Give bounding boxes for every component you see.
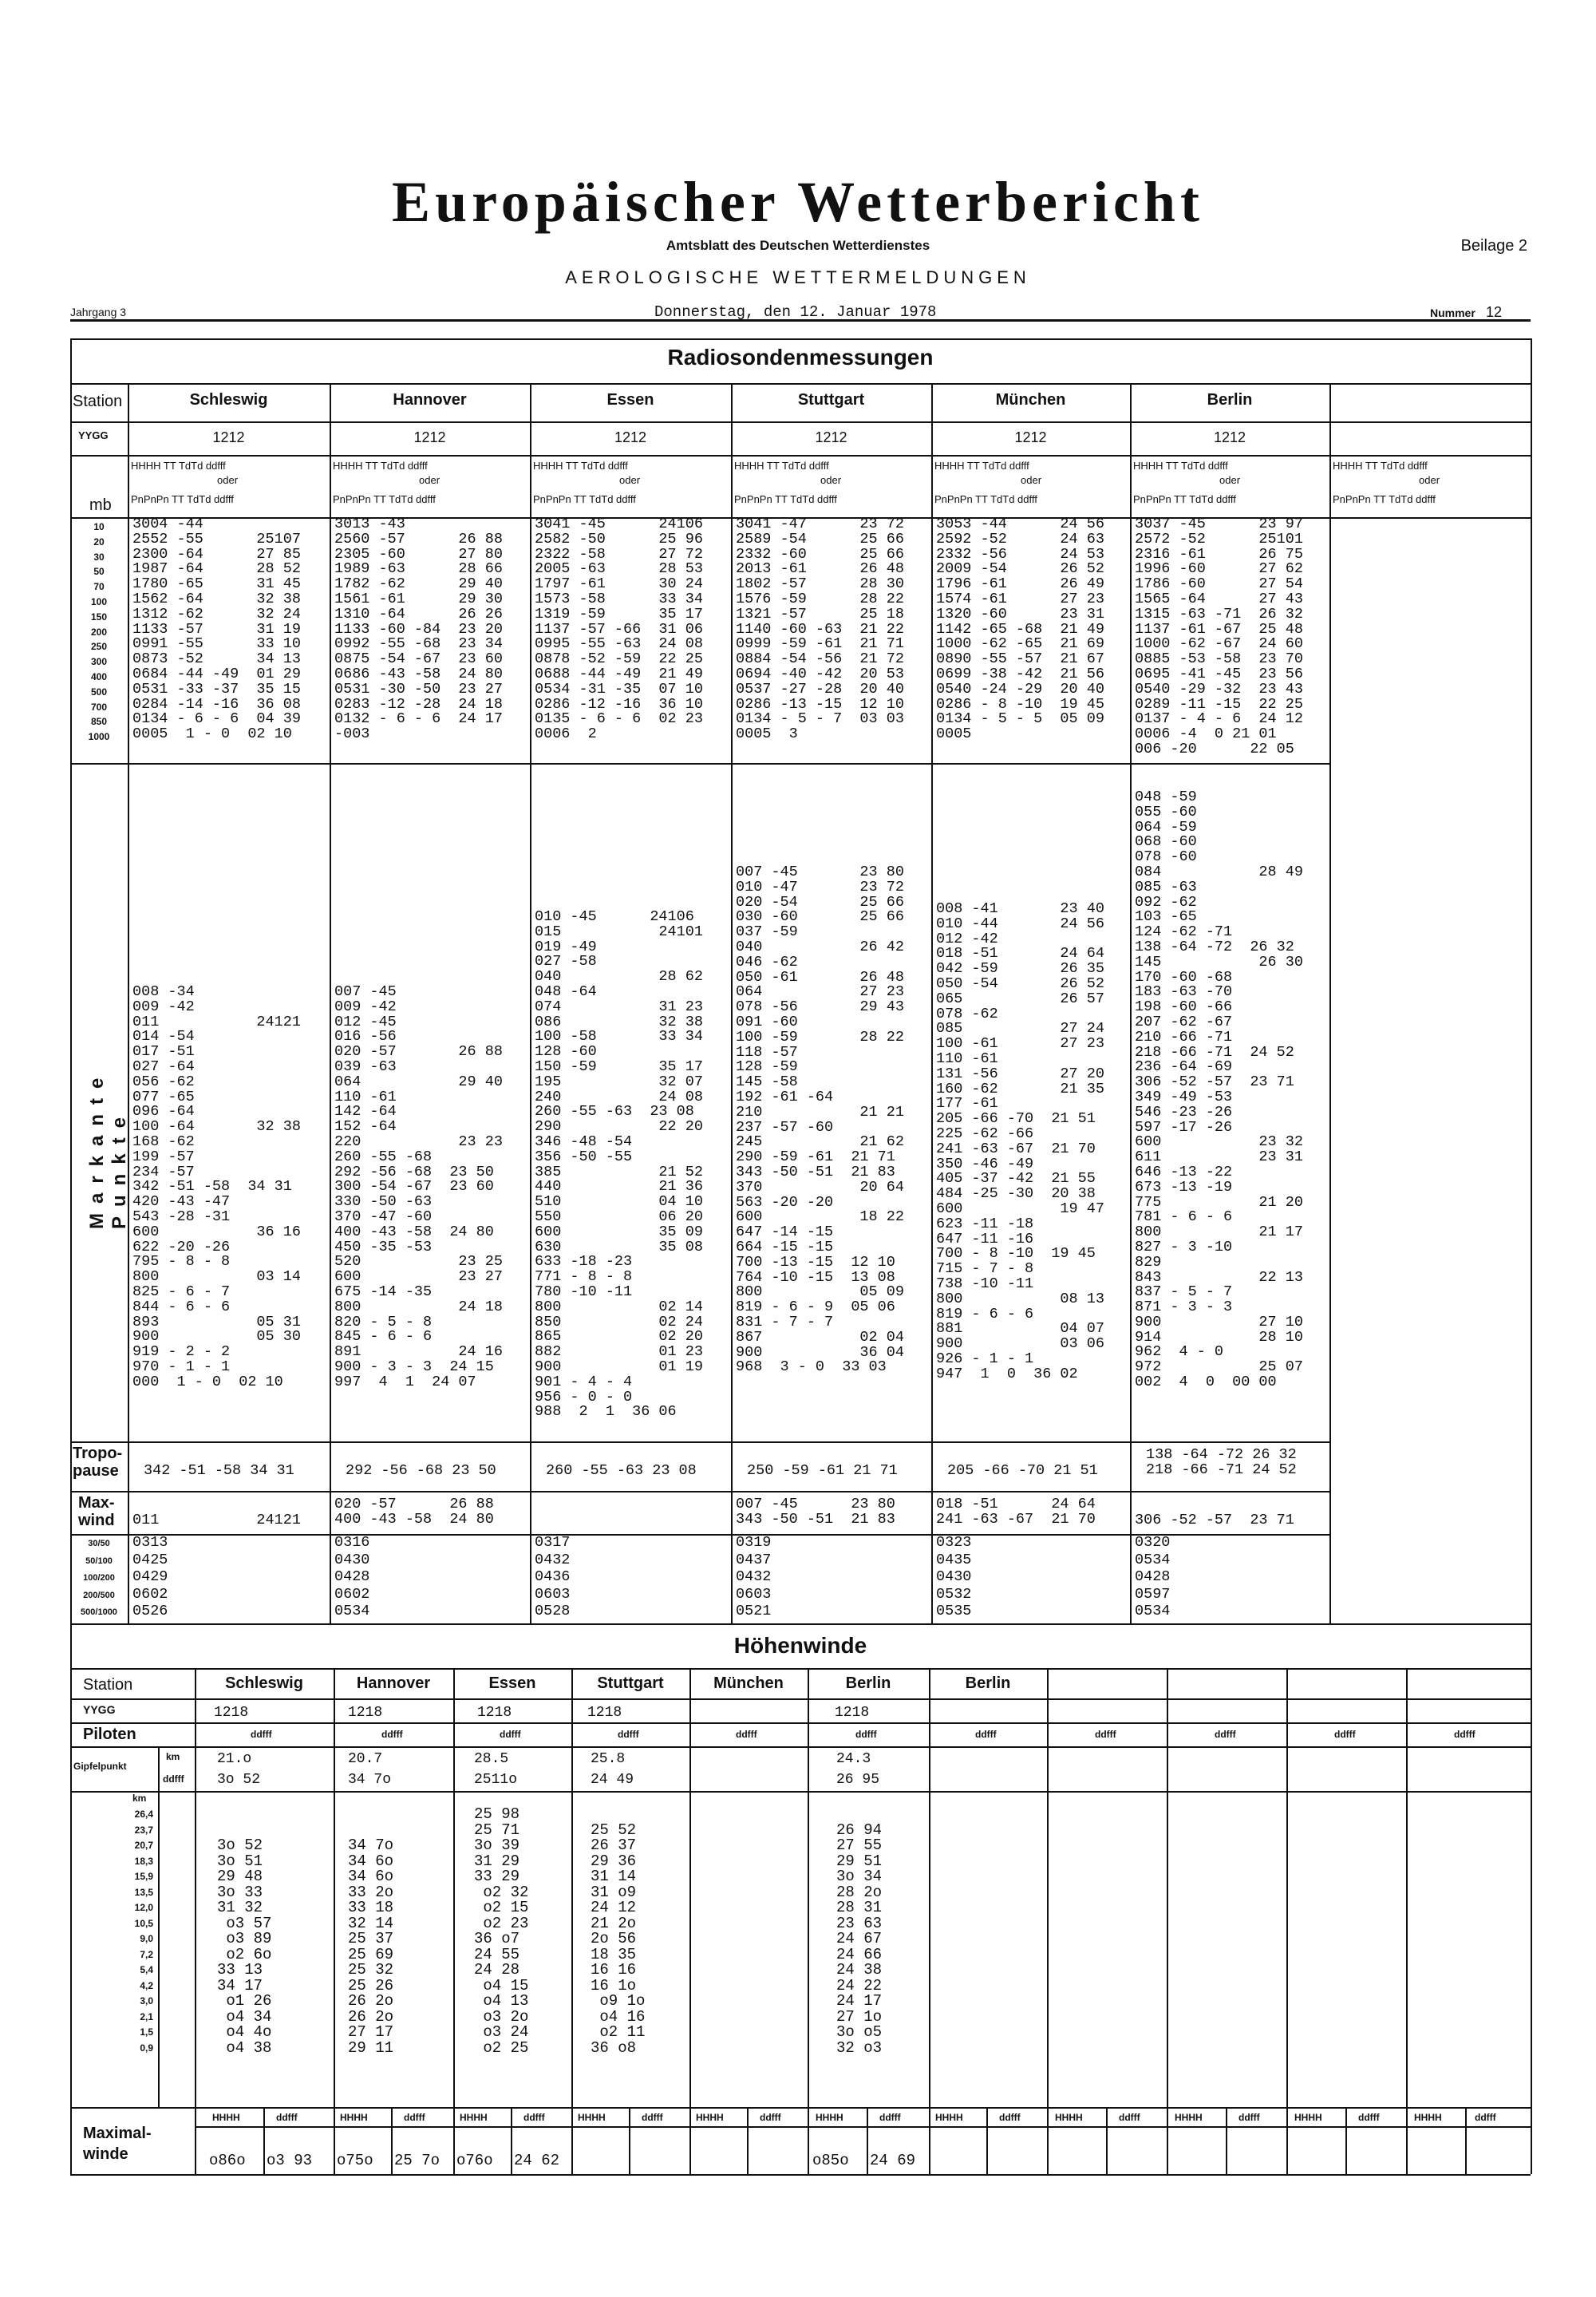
- hw-col-ddfff: ddfff: [1095, 1729, 1116, 1740]
- hw-col-ddfff: ddfff: [1215, 1729, 1236, 1740]
- hw-station-name: Schleswig: [225, 1674, 303, 1692]
- yygg-label: YYGG: [78, 429, 109, 441]
- colhead-oder: oder: [1219, 474, 1241, 486]
- thickness-muenchen: 0323 0435 0430 0532 0535: [936, 1534, 972, 1619]
- yygg-value: 1212: [614, 429, 647, 445]
- hw-piloten-label: Piloten: [83, 1726, 136, 1743]
- mb-label: mb: [89, 496, 112, 514]
- colhead-top: HHHH TT TdTd ddfff: [131, 460, 226, 472]
- hw-yygg-value: 1218: [587, 1705, 622, 1721]
- colhead-oder: oder: [1419, 474, 1440, 486]
- maxwind-schleswig: 011 24121: [132, 1512, 301, 1528]
- station-name: Schleswig: [189, 391, 268, 409]
- maxwind-muenchen: 018 -51 24 64 241 -63 -67 21 70: [936, 1496, 1096, 1528]
- hw-max-ddfff-label: ddfff: [523, 2112, 545, 2123]
- hw-col-ddfff: ddfff: [975, 1729, 997, 1740]
- station-name: Stuttgart: [797, 391, 865, 409]
- thickness-schleswig: 0313 0425 0429 0602 0526: [132, 1534, 168, 1619]
- hw-gipfel-ddfff: 24 49: [591, 1772, 634, 1788]
- hw-col-ddfff: ddfff: [251, 1729, 272, 1740]
- hw-max-ddfff-label: ddfff: [1238, 2112, 1260, 2123]
- maxwind-berlin: 306 -52 -57 23 71: [1135, 1512, 1294, 1528]
- section-label: AEROLOGISCHE WETTERMELDUNGEN: [565, 267, 1031, 287]
- station-name: München: [995, 391, 1066, 409]
- hw-col-ddfff: ddfff: [736, 1729, 757, 1740]
- station-name: Hannover: [393, 391, 467, 409]
- hw-max-hhhh-label: HHHH: [1055, 2112, 1083, 2123]
- hw-gipfel-km: 28.5: [474, 1751, 509, 1767]
- maxwind-stuttgart: 007 -45 23 80 343 -50 -51 21 83: [736, 1496, 895, 1528]
- hw-yygg-value: 1218: [477, 1705, 512, 1721]
- hw-max-hhhh-label: HHHH: [696, 2112, 724, 2123]
- hw-col-ddfff: ddfff: [500, 1729, 521, 1740]
- hw-data-berlin: 26 94 27 55 29 51 3o 34 28 2o 28 31 23 63 24 67 24 66 24 38 24 22 24 17 27 1o 3o o5 32 o3: [836, 1821, 883, 2057]
- std-data-schleswig: 3004 -44 2552 -55 25107 2300 -64 27 85 1987 -64 28 52 1780 -65 31 45 1562 -64 32 38 1312 -62 32 24 1133 -57 31 19 0991 -55 33 10 0873 -52 34 13 0684 -44 -49 01 29 0531 -33 -37 35 15 0284 -14 -16 36 08 0134 - 6 - 6 04 39 0005 1 - 0 02 10: [132, 516, 301, 743]
- mark-data-muenchen: 008 -41 23 40 010 -44 24 56 012 -42 018 -51 24 64 042 -59 26 35 050 -54 26 52 065 26 57 078 -62 085 27 24 100 -61 27 23 110 -61 131 -56 27 20 160 -62 21 35 177 -61 205 -66 -70 21 51 225 -62 -66 241 -63 -67 21 70 350 -46 -49 405 -37 -42 21 55 484 -25 -30 20 38 600 19 47 623 -11 -18 647 -11 -16 700 - 8 -10 19 45 715 - 7 - 8 738 -10 -11 800 08 13 819 - 6 - 6 881 04 07 900 03 06 926 - 1 - 1 947 1 0 36 02: [936, 900, 1104, 1382]
- colhead-oder: oder: [217, 474, 239, 486]
- colhead-top: HHHH TT TdTd ddfff: [533, 460, 628, 472]
- hw-col-ddfff: ddfff: [855, 1729, 877, 1740]
- hw-max-ddfff: 24 62: [514, 2152, 560, 2169]
- hw-station-name: Hannover: [356, 1674, 431, 1692]
- mark-data-stuttgart: 007 -45 23 80 010 -47 23 72 020 -54 25 66 030 -60 25 66 037 -59 040 26 42 046 -62 050 -61 26 48 064 27 23 078 -56 29 43 091 -60 100 -59 28 22 118 -57 128 -59 145 -58 192 -61 -64 210 21 21 237 -57 -60 245 21 62 290 -59 -61 21 71 343 -50 -51 21 83 370 20 64 563 -20 -20 600 18 22 647 -14 -15 664 -15 -15 700 -13 -15 12 10 764 -10 -15 13 08 800 05 09 819 - 6 - 9 05 06 831 - 7 - 7 867 02 04 900 36 04 968 3 - 0 33 03: [736, 864, 904, 1376]
- hw-gipfel-ddfff: 3o 52: [217, 1772, 261, 1788]
- std-data-muenchen: 3053 -44 24 56 2592 -52 24 63 2332 -56 24 53 2009 -54 26 52 1796 -61 26 49 1574 -61 27 23 1320 -60 23 31 1142 -65 -68 21 49 1000 -62 -65 21 69 0890 -55 -57 21 67 0699 -38 -42 21 56 0540 -24 -29 20 40 0286 - 8 -10 19 45 0134 - 5 - 5 05 09 0005: [936, 516, 1104, 743]
- hw-gipfel-km: 21.o: [217, 1751, 252, 1767]
- header-rule: [70, 319, 1531, 322]
- yygg-value: 1212: [1213, 429, 1246, 445]
- thickness-hannover: 0316 0430 0428 0602 0534: [334, 1534, 370, 1619]
- hw-max-hhhh: o75o: [337, 2152, 373, 2169]
- hw-data-hannover: 34 7o 34 6o 34 6o 33 2o 33 18 32 14 25 37 25 69 25 32 25 26 26 2o 26 2o 27 17 29 11: [348, 1836, 394, 2057]
- tropo-essen: 260 -55 -63 23 08: [546, 1462, 697, 1479]
- colhead-bottom: PnPnPn TT TdTd ddfff: [734, 493, 837, 505]
- hw-gipfel-ddfff: 26 95: [836, 1772, 880, 1788]
- tropo-hannover: 292 -56 -68 23 50: [346, 1462, 496, 1479]
- colhead-top: HHHH TT TdTd ddfff: [333, 460, 428, 472]
- thickness-labels: 30/50 50/100 100/200 200/500 500/1000: [81, 1539, 117, 1617]
- colhead-bottom: PnPnPn TT TdTd ddfff: [533, 493, 636, 505]
- hw-max-ddfff-label: ddfff: [1358, 2112, 1380, 2123]
- hw-max-ddfff-label: ddfff: [999, 2112, 1021, 2123]
- hw-max-hhhh: o86o: [209, 2152, 246, 2169]
- hw-max-ddfff-label: ddfff: [1475, 2112, 1496, 2123]
- hw-max-hhhh: o76o: [456, 2152, 493, 2169]
- colhead-top: HHHH TT TdTd ddfff: [1133, 460, 1228, 472]
- hw-col-ddfff: ddfff: [1334, 1729, 1356, 1740]
- hw-ddfff-label: ddfff: [163, 1773, 184, 1785]
- hw-max-hhhh-label: HHHH: [816, 2112, 843, 2123]
- hw-max-hhhh-label: HHHH: [460, 2112, 488, 2123]
- page-title: Europäischer Wetterbericht: [392, 170, 1204, 234]
- hw-maxwind-label: Maximal-winde: [83, 2125, 152, 2163]
- std-data-stuttgart: 3041 -47 23 72 2589 -54 25 66 2332 -60 25 66 2013 -61 26 48 1802 -57 28 30 1576 -59 28 22 1321 -57 25 18 1140 -60 -63 21 22 0999 -59 -61 21 71 0884 -54 -56 21 72 0694 -40 -42 20 53 0537 -27 -28 20 40 0286 -13 -15 12 10 0134 - 5 - 7 03 03 0005 3: [736, 516, 904, 743]
- level-list: 10 20 30 50 70 100 150 200 250 300 400 500 700 850 1000: [88, 521, 110, 743]
- colhead-bottom: PnPnPn TT TdTd ddfff: [1333, 493, 1436, 505]
- hw-max-hhhh-label: HHHH: [578, 2112, 606, 2123]
- station-name: Essen: [606, 391, 654, 409]
- hw-max-ddfff-label: ddfff: [404, 2112, 425, 2123]
- hw-km-label: km: [166, 1751, 180, 1762]
- colhead-oder: oder: [619, 474, 641, 486]
- thickness-berlin: 0320 0534 0428 0597 0534: [1135, 1534, 1171, 1619]
- yygg-value: 1212: [1014, 429, 1047, 445]
- thickness-essen: 0317 0432 0436 0603 0528: [535, 1534, 571, 1619]
- hw-data-essen: 25 98 25 71 3o 39 31 29 33 29 o2 32 o2 15 o2 23 36 o7 24 55 24 28 o4 15 o4 13 o3 2o o3 24 o2 25: [474, 1805, 529, 2057]
- std-data-essen: 3041 -45 24106 2582 -50 25 96 2322 -58 27 72 2005 -63 28 53 1797 -61 30 24 1573 -58 33 34 1319 -59 35 17 1137 -57 -66 31 06 0995 -55 -63 24 08 0878 -52 -59 22 25 0688 -44 -49 21 49 0534 -31 -35 07 10 0286 -12 -16 36 10 0135 - 6 - 6 02 23 0006 2: [535, 516, 703, 743]
- hw-station-name: Essen: [488, 1674, 536, 1692]
- hw-yygg-value: 1218: [214, 1705, 249, 1721]
- yygg-value: 1212: [212, 429, 245, 445]
- mark-data-schleswig: 008 -34 009 -42 011 24121 014 -54 017 -51 027 -64 056 -62 077 -65 096 -64 100 -64 32 38 168 -62 199 -57 234 -57 342 -51 -58 34 31 420 -43 -47 543 -28 -31 600 36 16 622 -20 -26 795 - 8 - 8 800 03 14 825 - 6 - 7 844 - 6 - 6 893 05 31 900 05 30 919 - 2 - 2 970 - 1 - 1 000 1 - 0 02 10: [132, 983, 301, 1390]
- colhead-oder: oder: [1021, 474, 1042, 486]
- hoehenwinde-title: Höhenwinde: [733, 1633, 867, 1658]
- hw-gipfel-ddfff: 34 7o: [348, 1772, 392, 1788]
- colhead-bottom: PnPnPn TT TdTd ddfff: [131, 493, 234, 505]
- hw-col-ddfff: ddfff: [381, 1729, 403, 1740]
- hw-max-hhhh-label: HHHH: [340, 2112, 368, 2123]
- hw-yygg-value: 1218: [348, 1705, 383, 1721]
- hw-max-ddfff-label: ddfff: [642, 2112, 663, 2123]
- nummer-label: Nummer: [1430, 306, 1476, 319]
- beilage-label: Beilage 2: [1460, 237, 1527, 255]
- hw-station-name: München: [713, 1674, 784, 1692]
- hw-gipfel-km: 25.8: [591, 1751, 626, 1767]
- maxwind-hannover: 020 -57 26 88 400 -43 -58 24 80: [334, 1496, 494, 1528]
- hw-station-name: Berlin: [965, 1674, 1011, 1692]
- colhead-top: HHHH TT TdTd ddfff: [934, 460, 1029, 472]
- maxwind-label: Max-wind: [78, 1494, 115, 1529]
- mark-data-essen: 010 -45 24106 015 24101 019 -49 027 -58 040 28 62 048 -64 074 31 23 086 32 38 100 -58 33 34 128 -60 150 -59 35 17 195 32 07 240 24 08 260 -55 -63 23 08 290 22 20 346 -48 -54 356 -50 -55 385 21 52 440 21 36 510 04 10 550 06 20 600 35 09 630 35 08 633 -18 -23 771 - 8 - 8 780 -10 -11 800 02 14 850 02 24 865 02 20 882 01 23 900 01 19 901 - 4 - 4 956 - 0 - 0 988 2 1 36 06: [535, 908, 703, 1421]
- hw-levels-km: km: [132, 1793, 147, 1804]
- tropo-muenchen: 205 -66 -70 21 51: [947, 1462, 1098, 1479]
- hw-max-hhhh-label: HHHH: [212, 2112, 240, 2123]
- hw-max-ddfff: 24 69: [870, 2152, 916, 2169]
- hw-max-ddfff-label: ddfff: [879, 2112, 901, 2123]
- hw-data-schleswig: 3o 52 3o 51 29 48 3o 33 31 32 o3 57 o3 89 o2 6o 33 13 34 17 o1 26 o4 34 o4 4o o4 38: [217, 1836, 272, 2057]
- station-label: Station: [73, 393, 123, 410]
- hw-max-ddfff-label: ddfff: [760, 2112, 781, 2123]
- hw-gipfel-label: Gipfelpunkt: [73, 1761, 127, 1772]
- hw-max-ddfff: o3 93: [267, 2152, 313, 2169]
- hw-station-name: Berlin: [845, 1674, 891, 1692]
- hw-max-hhhh: o85o: [812, 2152, 849, 2169]
- hw-max-hhhh-label: HHHH: [1175, 2112, 1203, 2123]
- colhead-oder: oder: [419, 474, 440, 486]
- hw-max-ddfff: 25 7o: [394, 2152, 440, 2169]
- hw-max-hhhh-label: HHHH: [935, 2112, 963, 2123]
- nummer-value: 12: [1486, 304, 1503, 320]
- hw-max-hhhh-label: HHHH: [1414, 2112, 1442, 2123]
- hw-col-ddfff: ddfff: [1454, 1729, 1476, 1740]
- colhead-bottom: PnPnPn TT TdTd ddfff: [333, 493, 436, 505]
- station-name: Berlin: [1207, 391, 1253, 409]
- mark-data-hannover: 007 -45 009 -42 012 -45 016 -56 020 -57 26 88 039 -63 064 29 40 110 -61 142 -64 152 -64 220 23 23 260 -55 -68 292 -56 -68 23 50 300 -54 -67 23 60 330 -50 -63 370 -47 -60 400 -43 -58 24 80 450 -35 -53 520 23 25 600 23 27 675 -14 -35 800 24 18 820 - 5 - 8 845 - 6 - 6 891 24 16 900 - 3 - 3 24 15 997 4 1 24 07: [334, 983, 503, 1390]
- std-data-berlin: 3037 -45 23 97 2572 -52 25101 2316 -61 26 75 1996 -60 27 62 1786 -60 27 54 1565 -64 27 43 1315 -63 -71 26 32 1137 -61 -67 25 48 1000 -62 -67 24 60 0885 -53 -58 23 70 0695 -41 -45 23 56 0540 -29 -32 23 43 0289 -11 -15 22 25 0137 - 4 - 6 24 12 0006 -4 0 21 01 006 -20 22 05: [1135, 516, 1303, 757]
- std-data-hannover: 3013 -43 2560 -57 26 88 2305 -60 27 80 1989 -63 28 66 1782 -62 29 40 1561 -61 29 30 1310 -64 26 26 1133 -60 -84 23 20 0992 -55 -68 23 34 0875 -54 -67 23 60 0686 -43 -58 24 80 0531 -30 -50 23 27 0283 -12 -28 24 18 0132 - 6 - 6 24 17 -003: [334, 516, 503, 743]
- hw-gipfel-ddfff: 2511o: [474, 1772, 518, 1788]
- jahrgang: Jahrgang 3: [70, 306, 127, 318]
- radiosonde-title: Radiosondenmessungen: [667, 345, 934, 370]
- colhead-bottom: PnPnPn TT TdTd ddfff: [1133, 493, 1236, 505]
- hw-max-hhhh-label: HHHH: [1294, 2112, 1322, 2123]
- colhead-oder: oder: [820, 474, 842, 486]
- hw-max-ddfff-label: ddfff: [276, 2112, 298, 2123]
- yygg-value: 1212: [815, 429, 847, 445]
- hw-yygg-value: 1218: [835, 1705, 870, 1721]
- thickness-stuttgart: 0319 0437 0432 0603 0521: [736, 1534, 772, 1619]
- tropo-berlin: 138 -64 -72 26 32 218 -66 -71 24 52: [1146, 1446, 1297, 1478]
- hw-yygg-label: YYGG: [83, 1703, 116, 1716]
- hw-station-label: Station: [83, 1676, 133, 1694]
- hw-station-name: Stuttgart: [597, 1674, 664, 1692]
- hw-data-stuttgart: 25 52 26 37 29 36 31 14 31 o9 24 12 21 2o 2o 56 18 35 16 16 16 1o o9 1o o4 16 o2 11 36 o8: [591, 1821, 646, 2057]
- mark-data-berlin: 048 -59 055 -60 064 -59 068 -60 078 -60 084 28 49 085 -63 092 -62 103 -65 124 -62 -71 138 -64 -72 26 32 145 26 30 170 -60 -68 183 -63 -70 198 -60 -66 207 -62 -67 210 -66 -71 218 -66 -71 24 52 236 -64 -69 306 -52 -57 23 71 349 -49 -53 546 -23 -26 597 -17 -26 600 23 32 611 23 31 646 -13 -22 673 -13 -19 775 21 20 781 - 6 - 6 800 21 17 827 - 3 -10 829 843 22 13 837 - 5 - 7 871 - 3 - 3 900 27 10 914 28 10 962 4 - 0 972 25 07 002 4 0 00 00: [1135, 789, 1303, 1391]
- yygg-value: 1212: [413, 429, 446, 445]
- tropo-schleswig: 342 -51 -58 34 31: [144, 1462, 294, 1479]
- tropo-stuttgart: 250 -59 -61 21 71: [747, 1462, 898, 1479]
- issue-date: Donnerstag, den 12. Januar 1978: [654, 303, 937, 321]
- hw-level-list: 26,4 23,7 20,7 18,3 15,9 13,5 12,0 10,5 9,0 7,2 5,4 4,2 3,0 2,1 1,5 0,9: [134, 1809, 153, 2054]
- colhead-bottom: PnPnPn TT TdTd ddfff: [934, 493, 1037, 505]
- subtitle: Amtsblatt des Deutschen Wetterdienstes: [666, 238, 930, 253]
- hw-gipfel-km: 24.3: [836, 1751, 871, 1767]
- hw-max-ddfff-label: ddfff: [1119, 2112, 1140, 2123]
- hw-col-ddfff: ddfff: [618, 1729, 639, 1740]
- colhead-top: HHHH TT TdTd ddfff: [734, 460, 829, 472]
- colhead-top: HHHH TT TdTd ddfff: [1333, 460, 1428, 472]
- hw-gipfel-km: 20.7: [348, 1751, 383, 1767]
- mark-label: Markante Punkte: [86, 1068, 130, 1229]
- tropo-label: Tropo-pause: [73, 1445, 123, 1480]
